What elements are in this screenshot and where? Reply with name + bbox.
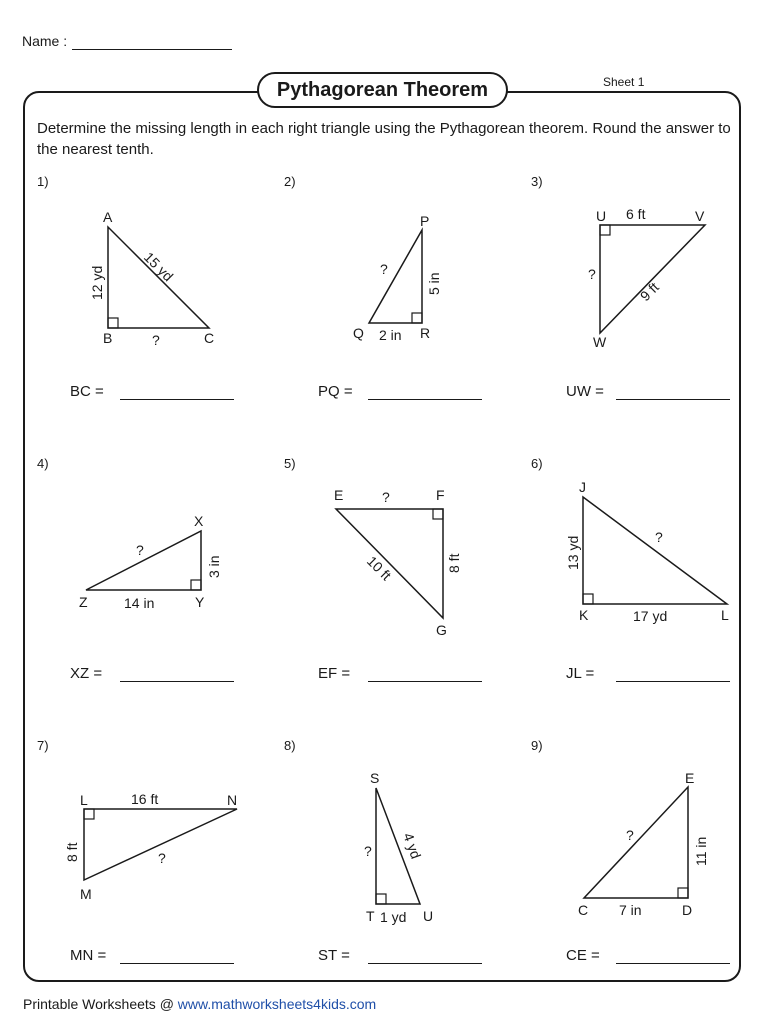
problem-number-1: 1) (37, 174, 49, 189)
answer-label-1: BC = (70, 383, 104, 400)
vertex-label: U (423, 908, 434, 924)
triangle-3 (600, 225, 705, 333)
vertex-label: L (80, 792, 88, 808)
answer-label-3: UW = (566, 383, 604, 400)
problem-number-4: 4) (37, 456, 49, 471)
page-title: Pythagorean Theorem (257, 72, 508, 108)
vertex-label: E (685, 770, 695, 786)
side-label: 3 in (206, 555, 222, 578)
instructions: Determine the missing length in each right triangle using the Pythagorean theorem. Round the answer to the nearest tenth. (37, 120, 731, 158)
answer-label-7: MN = (70, 947, 107, 964)
vertex-label: Z (79, 594, 88, 610)
vertex-label: U (596, 208, 607, 224)
side-label: 12 yd (89, 265, 105, 300)
side-label: ? (382, 489, 390, 505)
vertex-label: G (436, 622, 447, 638)
side-label: 17 yd (633, 608, 668, 624)
vertex-label: V (695, 208, 705, 224)
right-angle-marker-2 (412, 313, 422, 323)
right-angle-marker-8 (376, 894, 386, 904)
problem-number-3: 3) (531, 174, 543, 189)
side-label: ? (588, 266, 596, 282)
side-label: 5 in (426, 272, 442, 295)
side-label: 11 in (693, 836, 709, 866)
vertex-label: A (103, 209, 113, 225)
side-label: 15 yd (140, 248, 177, 285)
side-label: 8 ft (446, 553, 462, 573)
side-label: 16 ft (131, 791, 159, 807)
footer-prefix: Printable Worksheets @ (23, 996, 178, 1012)
right-angle-marker-6 (583, 594, 593, 604)
answer-label-9: CE = (566, 947, 600, 964)
problem-number-8: 8) (284, 738, 296, 753)
vertex-label: K (579, 607, 589, 623)
side-label: ? (380, 261, 388, 277)
vertex-label: W (593, 334, 607, 350)
side-label: ? (655, 529, 663, 545)
vertex-label: X (194, 513, 204, 529)
triangle-5 (336, 509, 443, 618)
vertex-label: B (103, 330, 113, 346)
triangle-9 (584, 787, 688, 898)
answer-label-4: XZ = (70, 665, 103, 682)
answer-label-8: ST = (318, 947, 350, 964)
footer-link[interactable]: www.mathworksheets4kids.com (177, 996, 377, 1012)
triangle-2 (369, 230, 422, 323)
side-label: 14 in (124, 595, 155, 611)
vertex-label: Y (195, 594, 205, 610)
triangle-6 (583, 497, 727, 604)
side-label: ? (152, 332, 160, 348)
side-label: 9 ft (636, 279, 662, 305)
problem-number-9: 9) (531, 738, 543, 753)
side-label: ? (364, 843, 372, 859)
footer (23, 996, 376, 1012)
side-label: ? (158, 850, 166, 866)
problem-number-7: 7) (37, 738, 49, 753)
right-angle-marker-7 (84, 809, 94, 819)
vertex-label: F (436, 487, 445, 503)
right-angle-marker-3 (600, 225, 610, 235)
right-angle-marker-9 (678, 888, 688, 898)
problem-number-2: 2) (284, 174, 296, 189)
answer-label-6: JL = (566, 665, 595, 682)
vertex-label: C (204, 330, 215, 346)
triangle-4 (86, 531, 201, 590)
right-angle-marker-4 (191, 580, 201, 590)
vertex-label: N (227, 792, 238, 808)
side-label: 4 yd (400, 830, 425, 861)
vertex-label: E (334, 487, 344, 503)
side-label: ? (626, 827, 634, 843)
side-label: 6 ft (626, 206, 646, 222)
answer-label-5: EF = (318, 665, 351, 682)
answer-label-2: PQ = (318, 383, 353, 400)
vertex-label: P (420, 213, 430, 229)
vertex-label: S (370, 770, 380, 786)
problem-number-5: 5) (284, 456, 296, 471)
vertex-label: C (578, 902, 589, 918)
name-label: Name : (22, 33, 68, 49)
vertex-label: J (579, 479, 586, 495)
triangle-7 (84, 809, 237, 880)
side-label: 10 ft (363, 552, 395, 584)
problem-number-6: 6) (531, 456, 543, 471)
vertex-label: T (366, 908, 375, 924)
side-label: 13 yd (565, 535, 581, 570)
sheet-label: Sheet 1 (603, 75, 645, 89)
vertex-label: Q (353, 325, 364, 341)
vertex-label: L (721, 607, 729, 623)
vertex-label: R (420, 325, 431, 341)
side-label: 8 ft (64, 842, 80, 862)
side-label: 2 in (379, 327, 402, 343)
vertex-label: M (80, 886, 92, 902)
side-label: 7 in (619, 902, 642, 918)
vertex-label: D (682, 902, 693, 918)
right-angle-marker-5 (433, 509, 443, 519)
side-label: ? (136, 542, 144, 558)
right-angle-marker-1 (108, 318, 118, 328)
side-label: 1 yd (380, 909, 407, 925)
